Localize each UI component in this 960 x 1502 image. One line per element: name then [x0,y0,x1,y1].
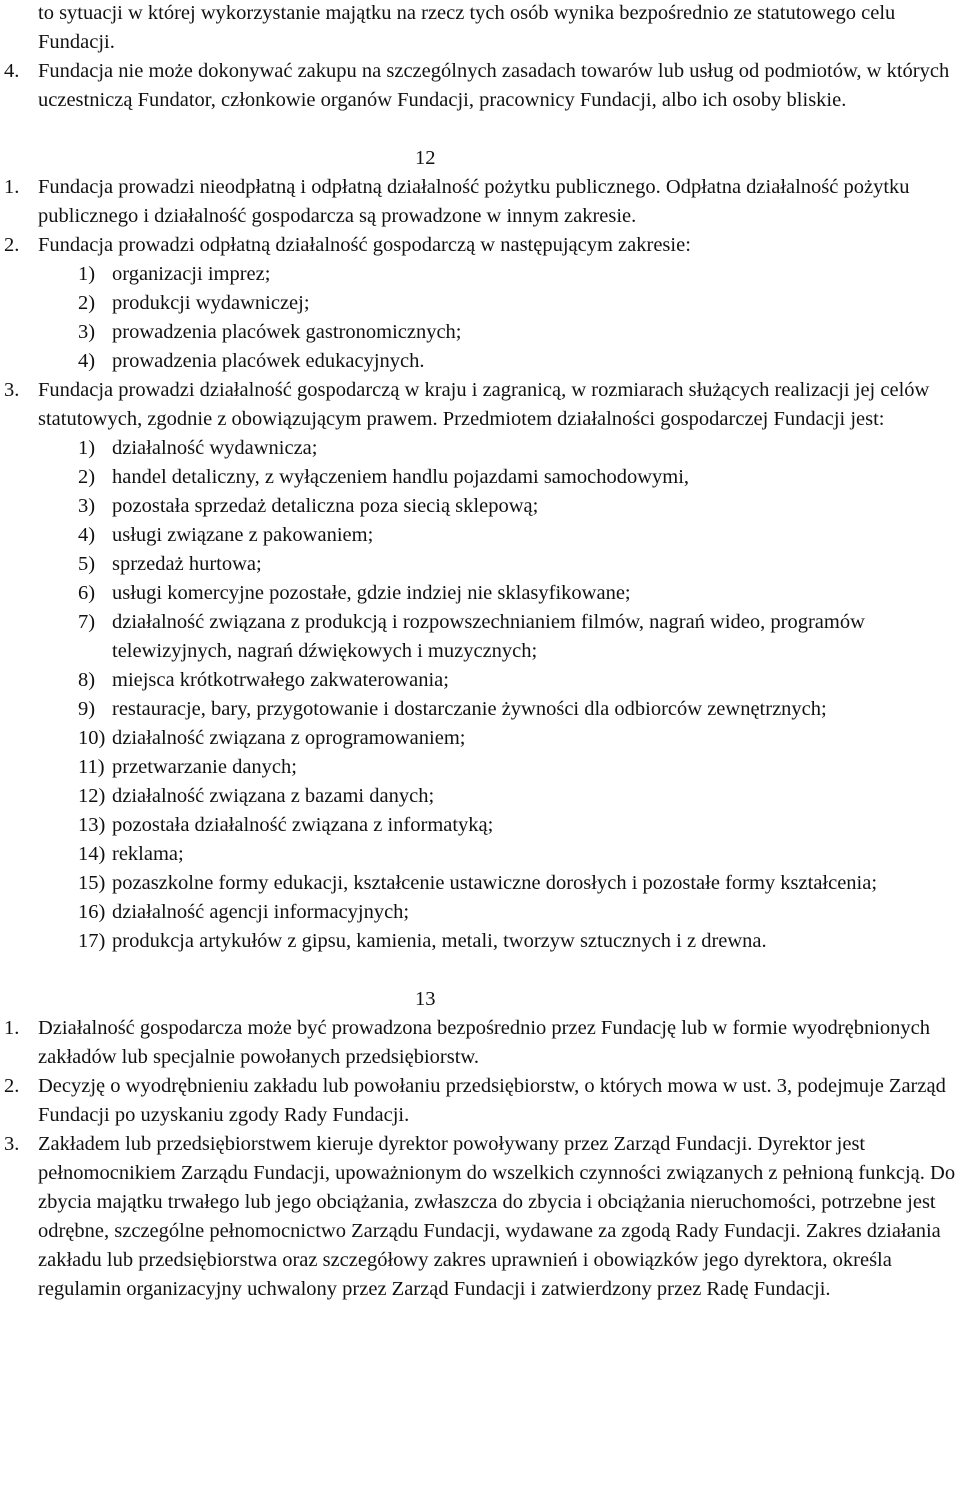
sub-number: 17) [78,930,106,952]
s12-item-3-sub-13 [4,811,956,840]
s12-item-3-sub-10 [4,724,956,753]
sub-number: 14) [78,843,106,865]
document-body [4,0,956,1304]
s12-item-3-sub-17 [4,927,956,956]
item-number: 3. [4,379,20,401]
sub-number: 3) [78,495,96,517]
s12-item-3-sub-3 [4,492,956,521]
s12-item-3-sub-8 [4,666,956,695]
s12-item-2-sub-3 [4,318,956,347]
sub-text: produkcji wydawniczej; [112,292,310,314]
s12-item-3-sub-11 [4,753,956,782]
s13-item-3 [4,1130,956,1304]
item-text: Zakładem lub przedsiębiorstwem kieruje dyrektor powoływany przez Zarząd Fundacji. Dyrektor jest pełnomocnikiem Zarządu Fundacji, upoważnionym do wszelkich czynności związanych z pełnioną funkcją. Do zbycia majątku trwałego lub jego obciążania, zwłaszcza do zbycia i obciążania nieruchomości, potrzebne jest odrębne, szczególne pełnomocnictwo Zarządu Fundacji, wydawane za zgodą Rady Fundacji. Zakres działania zakładu lub przedsiębiorstwa oraz szczegółowy zakres uprawnień i obowiązków jego dyrektora, określa regulamin organizacyjny uchwalony przez Zarząd Fundacji i zatwierdzony przez Radę Fundacji. [38,1133,956,1300]
sub-number: 5) [78,553,96,575]
sub-text: miejsca krótkotrwałego zakwaterowania; [112,669,449,691]
s13-item-2 [4,1072,956,1130]
sub-text: usługi związane z pakowaniem; [112,524,374,546]
sub-text: prowadzenia placówek edukacyjnych. [112,350,425,372]
sub-number: 11) [78,756,105,778]
intro-paragraph [4,0,956,57]
section-heading-13: 13 [415,988,436,1010]
item-text: Fundacja prowadzi odpłatną działalność gospodarczą w następującym zakresie: [38,234,691,256]
sub-number: 4) [78,524,96,546]
item-text: Działalność gospodarcza może być prowadzona bezpośrednio przez Fundację lub w formie wyodrębnionych zakładów lub specjalnie powołanych przedsiębiorstw. [38,1017,930,1068]
sub-text: pozaszkolne formy edukacji, kształcenie ustawiczne dorosłych i pozostałe formy kształcenia; [112,872,878,894]
intro-text: to sytuacji w której wykorzystanie majątku na rzecz tych osób wynika bezpośrednio ze statutowego celu Fundacji. [38,2,896,53]
sub-number: 2) [78,292,96,314]
sub-number: 7) [78,611,96,633]
s12-item-2-sub-4 [4,347,956,376]
s12-item-3-sub-16 [4,898,956,927]
item-text: Decyzję o wyodrębnieniu zakładu lub powołaniu przedsiębiorstw, o których mowa w ust. 3, podejmuje Zarząd Fundacji po uzyskaniu zgody Rady Fundacji. [38,1075,946,1126]
sub-number: 3) [78,321,96,343]
item-number: 2. [4,234,20,256]
sub-number: 1) [78,437,96,459]
sub-text: działalność związana z bazami danych; [112,785,435,807]
item-number: 1. [4,176,20,198]
sub-number: 15) [78,872,106,894]
s12-item-2-sub-2 [4,289,956,318]
s12-item-3-sub-6 [4,579,956,608]
section-heading-12: 12 [415,147,436,169]
sub-number: 16) [78,901,106,923]
s12-item-3-sub-14 [4,840,956,869]
s12-item-1 [4,173,956,231]
sub-text: pozostała działalność związana z informatyką; [112,814,494,836]
sub-number: 12) [78,785,106,807]
sub-text: przetwarzanie danych; [112,756,297,778]
s12-item-2-sub-1 [4,260,956,289]
sub-text: działalność agencji informacyjnych; [112,901,410,923]
sub-number: 13) [78,814,106,836]
s13-item-1 [4,1014,956,1072]
sub-text: sprzedaż hurtowa; [112,553,262,575]
item-number: 3. [4,1133,20,1155]
sub-text: produkcja artykułów z gipsu, kamienia, metali, tworzyw sztucznych i z drewna. [112,930,767,952]
sub-text: działalność związana z produkcją i rozpowszechnianiem filmów, nagrań wideo, programów telewizyjnych, nagrań dźwiękowych i muzycznych; [112,611,865,662]
sub-text: działalność związana z oprogramowaniem; [112,727,466,749]
sub-number: 1) [78,263,96,285]
s12-item-2 [4,231,956,260]
sub-number: 4) [78,350,96,372]
sub-number: 2) [78,466,96,488]
s12-item-3-sub-4 [4,521,956,550]
s12-item-3-sub-1 [4,434,956,463]
s12-item-3-sub-12 [4,782,956,811]
sub-number: 8) [78,669,96,691]
item-text: Fundacja prowadzi działalność gospodarczą w kraju i zagranicą, w rozmiarach służących realizacji jej celów statutowych, zgodnie z obowiązującym prawem. Przedmiotem działalności gospodarczej Fundacji jest: [38,379,930,430]
item-text: Fundacja prowadzi nieodpłatną i odpłatną działalność pożytku publicznego. Odpłatna działalność pożytku publicznego i działalność gospodarcza są prowadzone w innym zakresie. [38,176,910,227]
sub-text: prowadzenia placówek gastronomicznych; [112,321,462,343]
s12-item-3-sub-2 [4,463,956,492]
sub-text: organizacji imprez; [112,263,271,285]
s12-item-3 [4,376,956,434]
sub-text: działalność wydawnicza; [112,437,318,459]
item-number: 1. [4,1017,20,1039]
sub-text: usługi komercyjne pozostałe, gdzie indziej nie sklasyfikowane; [112,582,631,604]
sub-text: reklama; [112,843,184,865]
sub-number: 10) [78,727,106,749]
s12-item-3-sub-9 [4,695,956,724]
sub-text: handel detaliczny, z wyłączeniem handlu pojazdami samochodowymi, [112,466,690,488]
item-text: Fundacja nie może dokonywać zakupu na szczególnych zasadach towarów lub usług od podmiotów, w których uczestniczą Fundator, członkowie organów Fundacji, pracownicy Fundacji, albo ich osoby bliskie. [38,60,950,111]
item-number: 2. [4,1075,20,1097]
item-number: 4. [4,60,20,82]
sub-text: restauracje, bary, przygotowanie i dostarczanie żywności dla odbiorców zewnętrznych; [112,698,827,720]
s12-item-3-sub-5 [4,550,956,579]
sub-number: 6) [78,582,96,604]
sub-number: 9) [78,698,96,720]
paragraph-item-4 [4,57,956,115]
sub-text: pozostała sprzedaż detaliczna poza siecią sklepową; [112,495,539,517]
s12-item-3-sub-7 [4,608,956,666]
s12-item-3-sub-15 [4,869,956,898]
